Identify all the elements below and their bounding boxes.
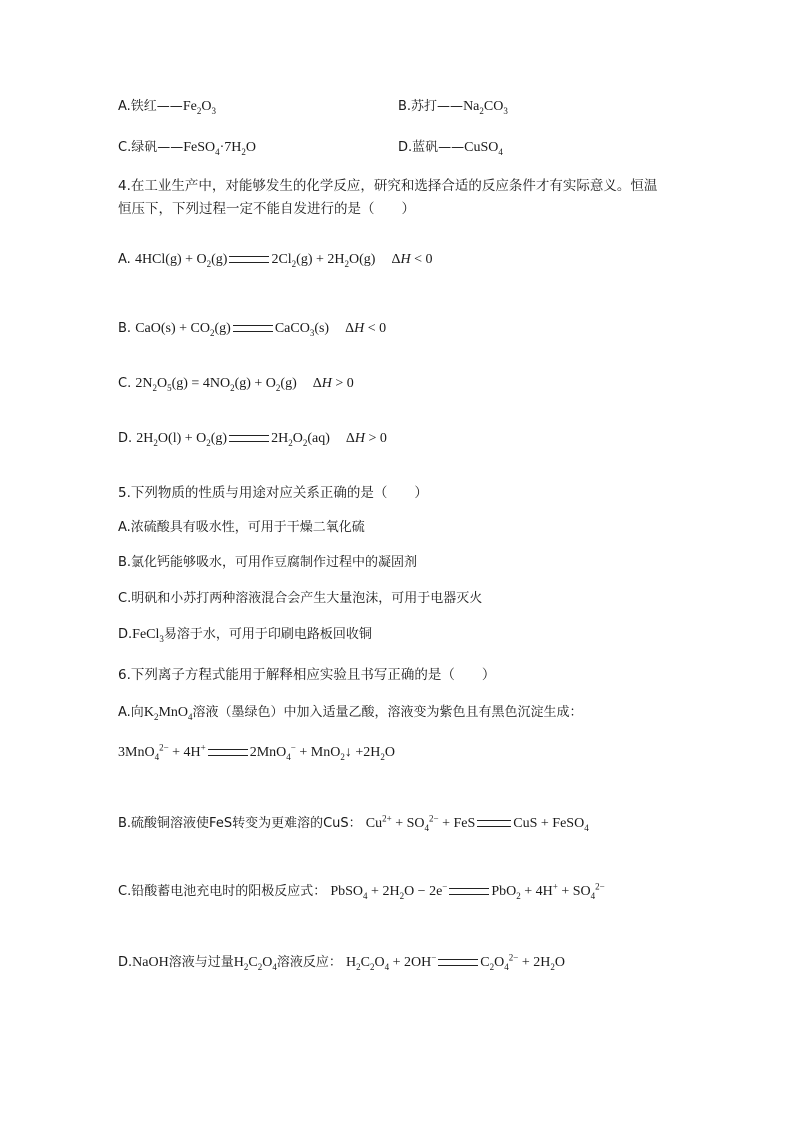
q4-option-c: C. $2N_2O_5(g) = 4NO_2(g) + O_2(g) \Delta H > 0$ [118, 376, 354, 393]
q6-option-d: D.NaOH溶液与过量$H_2C_2O_4$溶液反应： $H_2C_2O_4 + 2OH^-$ $C_2O_4^{2-} + 2H_2O$ [118, 952, 565, 972]
q4-option-a: A. $4HCl(g) + O_2(g) 2Cl_2(g) + 2H_2O(g) \Delta H < 0$ [118, 252, 433, 269]
option-text: C.铅酸蓄电池充电时的阳极反应式： [118, 884, 327, 899]
option-text: 溶液与过量 [168, 955, 234, 970]
q6-stem: 6.下列离子方程式能用于解释相应实验且书写正确的是（ ） [118, 667, 496, 683]
option-text: 溶液反应： [276, 955, 342, 970]
q3-option-c: C.绿矾$——FeSO_4\cdot 7H_2O$ [118, 140, 257, 157]
option-label: B.苏打—— [398, 99, 464, 114]
option-label: C.绿矾—— [118, 140, 184, 155]
q6-option-a-equation: 3MnO$_4^{2-}$ + 4H+ 2MnO$_4$− + MnO$_2$↓ $+2H_2O$ [118, 742, 395, 762]
q3-option-d: D.蓝矾——CuSO$_4$ [398, 140, 503, 157]
q4-stem-line2: 恒压下，下列过程一定不能自发进行的是（ ） [118, 201, 415, 217]
q5-option-d: D.FeCl$_3$易溶于水，可用于印刷电路板回收铜 [118, 627, 372, 644]
option-label: C. [118, 376, 132, 391]
q5-stem: 5.下列物质的性质与用途对应关系正确的是（ ） [118, 485, 428, 501]
q6-option-b: B.硫酸铜溶液使FeS转变为更难溶的CuS： $Cu^{2+} + SO_4^{2-}$ + FeS CuS + FeSO$_4$ [118, 813, 589, 833]
q4-option-b: B. $CaO(s) + CO_2(g)$ CaCO$_3$(s) ΔH < 0 [118, 321, 387, 338]
option-label: A.铁红—— [118, 99, 183, 114]
option-text: B.硫酸铜溶液使FeS转变为更难溶的CuS： [118, 816, 362, 831]
option-label: D. [118, 431, 133, 446]
q5-option-b: B.氯化钙能够吸水，可用作豆腐制作过程中的凝固剂 [118, 555, 418, 570]
q6-option-a: A.向$K_2MnO_4$溶液（墨绿色）中加入适量乙酸，溶液变为紫色且有黑色沉淀生成： [118, 705, 583, 722]
option-label: B. [118, 321, 132, 336]
q4-option-d: D. $2H_2O(l) + O_2(g)$ $2H_2O_2(aq) \Delta H > 0$ [118, 431, 387, 448]
option-label: A.向 [118, 705, 144, 720]
option-label: A. [118, 252, 131, 267]
q5-option-c: C.明矾和小苏打两种溶液混合会产生大量泡沫，可用于电器灭火 [118, 591, 483, 606]
q5-option-a: A.浓硫酸具有吸水性，可用于干燥二氧化硫 [118, 520, 365, 535]
option-label: D.蓝矾—— [398, 140, 465, 155]
option-label: D. [118, 955, 133, 970]
q3-option-a: A.铁红$——Fe_2O_3$ [118, 99, 216, 116]
q6-option-c: C.铅酸蓄电池充电时的阳极反应式： PbSO$_4$ + $2H_2O - 2e^-$ $PbO_2 + 4H^+ + SO_4^{2-}$ [118, 881, 605, 901]
option-label: D. [118, 627, 133, 642]
option-text: 溶液（墨绿色）中加入适量乙酸，溶液变为紫色且有黑色沉淀生成： [192, 705, 583, 720]
q3-option-b: B.苏打$——Na_2CO_3$ [398, 99, 508, 116]
q4-stem-line1: 4.在工业生产中，对能够发生的化学反应，研究和选择合适的反应条件才有实际意义。恒温 [118, 178, 658, 194]
option-text: 易溶于水，可用于印刷电路板回收铜 [163, 627, 372, 642]
